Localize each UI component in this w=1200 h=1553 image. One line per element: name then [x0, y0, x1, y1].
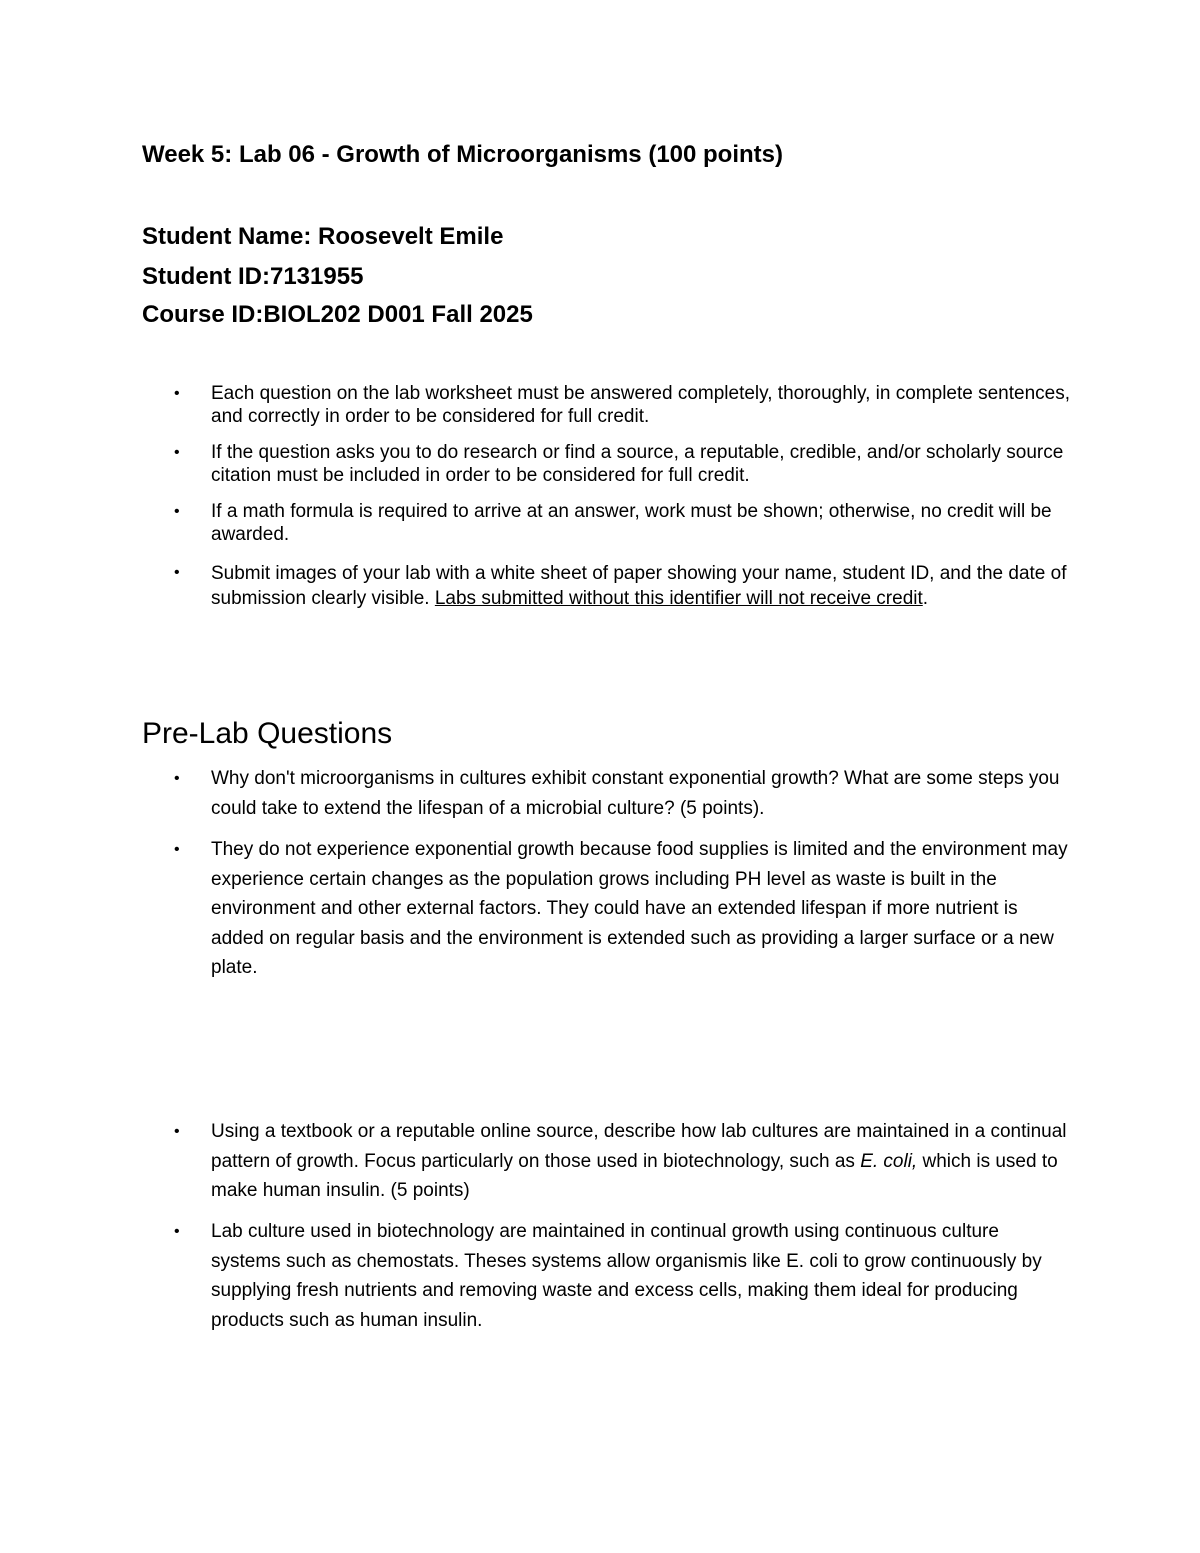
instruction-text: Each question on the lab worksheet must be answered completely, thoroughly, in complete sentences, and correctly in order to be considered for full credit.	[211, 383, 1071, 427]
prelab-heading: Pre-Lab Questions	[142, 717, 393, 750]
bullet-marker: •	[174, 1123, 180, 1140]
student-name: Student Name: Roosevelt Emile	[142, 223, 504, 250]
bullet-marker: •	[174, 444, 180, 461]
bullet-marker: •	[174, 770, 180, 787]
answer-text: They do not experience exponential growth because food supplies is limited and the environment may experience certain changes as the population grows including PH level as waste is built in the environment and other external factors. They could have an extended lifespan if more nutrient is added on regular basis and the environment is extended such as providing a larger surface or a new plate.	[211, 839, 1068, 978]
question-text-end: which is used to make human insulin. (5 points)	[211, 1150, 1058, 1201]
bullet-marker: •	[174, 841, 180, 858]
identifier-warning: Labs submitted without this identifier will not receive credit	[434, 588, 923, 609]
bullet-marker: •	[174, 385, 180, 402]
question-text-part: Using a textbook or a reputable online source, describe how lab cultures are maintained in a continual pattern of growth. Focus particularly on those used in biotechnology, such as	[211, 1121, 1067, 1172]
lab-title: Week 5: Lab 06 - Growth of Microorganisms (100 points)	[142, 141, 784, 168]
student-id: Student ID:7131955	[142, 263, 364, 290]
organism-name: E. coli,	[860, 1150, 918, 1172]
bullet-marker: •	[174, 1223, 180, 1240]
instruction-text: If the question asks you to do research or find a source, a reputable, credible, and/or scholarly source citation must be included in order to be considered for full credit.	[211, 442, 1064, 486]
instruction-text-part: Submit images of your lab with a white sheet of paper showing your name, student ID, and the date of submission clearly visible.	[211, 563, 1067, 609]
instruction-text: If a math formula is required to arrive at an answer, work must be shown; otherwise, no credit will be awarded.	[211, 501, 1052, 545]
question-text: Why don't microorganisms in cultures exhibit constant exponential growth? What are some steps you could take to extend the lifespan of a microbial culture? (5 points).	[211, 768, 1060, 819]
course-id: Course ID:BIOL202 D001 Fall 2025	[142, 301, 533, 328]
bullet-marker: •	[174, 564, 180, 581]
instruction-text-end: .	[922, 588, 929, 609]
instruction-text	[211, 561, 1071, 611]
question-text	[211, 1117, 1071, 1206]
answer-text: Lab culture used in biotechnology are maintained in continual growth using continuous culture systems such as chemostats. Theses systems allow organismis like E. coli to grow continuously by supplying fresh nutrients and removing waste and excess cells, making them ideal for producing products such as human insulin.	[211, 1221, 1042, 1331]
bullet-marker: •	[174, 503, 180, 520]
